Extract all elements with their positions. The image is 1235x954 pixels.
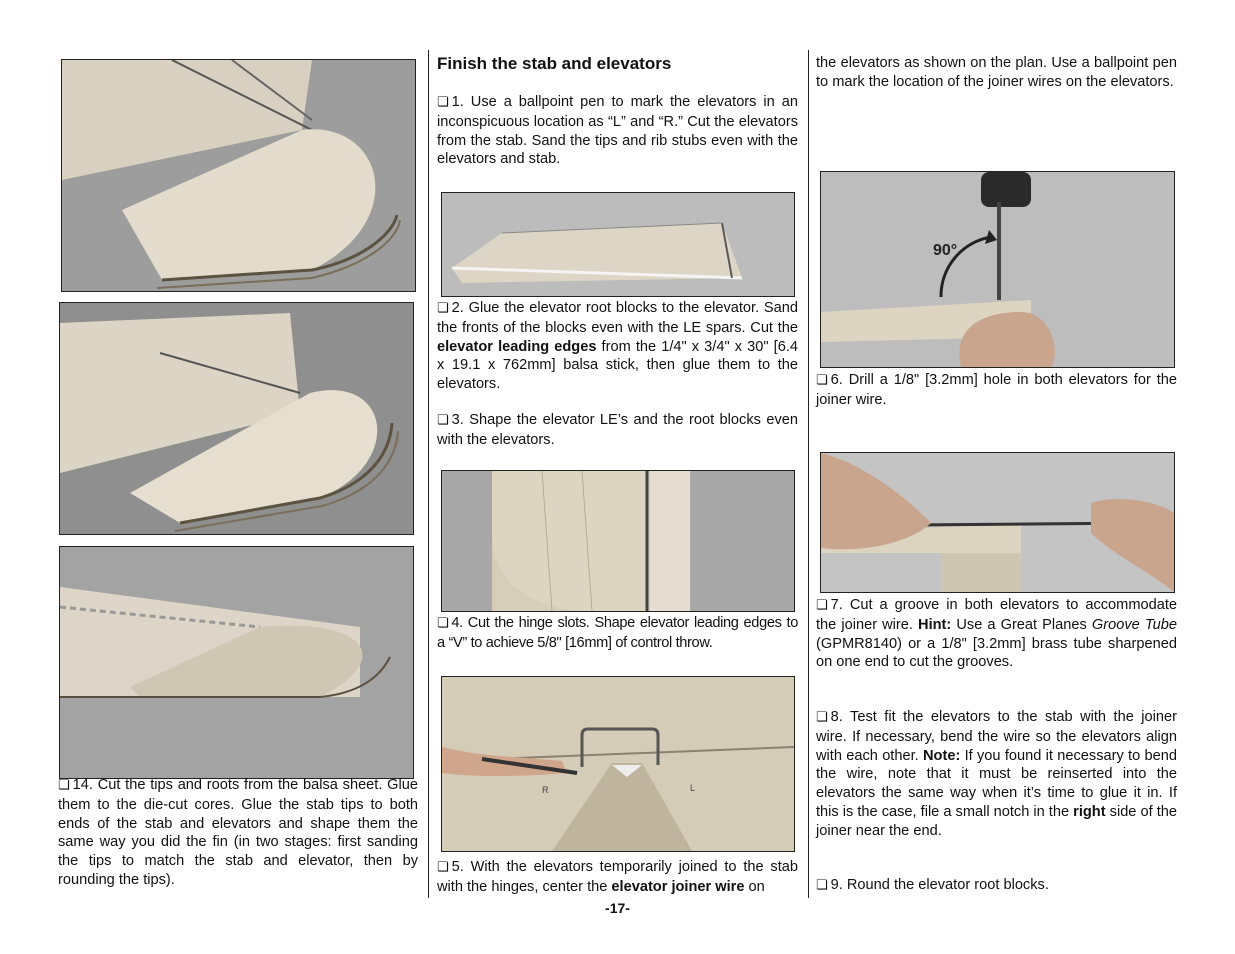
hinge-photo-label-l: L <box>690 783 696 793</box>
step-7-text: ❏ 7. Cut a groove in both elevators to accommodate the joiner wire. Hint: Use a Great Planes Groove Tube (GPMR8140) or a 1/8" [3.2mm] brass tube sharpened on one end to cut the grooves. <box>816 597 1177 671</box>
section-heading: Finish the stab and elevators <box>437 54 672 73</box>
photo-stab-tip-2 <box>59 302 414 535</box>
checkbox-icon[interactable]: ❏ <box>816 878 828 893</box>
photo-hinge-slots <box>441 470 795 612</box>
checkbox-icon[interactable]: ❏ <box>437 301 449 316</box>
photo-stab-tip-1 <box>61 59 416 292</box>
column-divider-left <box>428 50 429 898</box>
drill-angle-label: 90° <box>933 242 958 259</box>
checkbox-icon[interactable]: ❏ <box>816 598 828 613</box>
page-number: -17- <box>605 900 630 916</box>
checkbox-icon[interactable]: ❏ <box>437 860 449 875</box>
step-3-text: ❏ 3. Shape the elevator LE’s and the root blocks even with the elevators. <box>437 412 798 448</box>
checkbox-icon[interactable]: ❏ <box>437 616 449 631</box>
checkbox-icon[interactable]: ❏ <box>816 373 828 388</box>
checkbox-icon[interactable]: ❏ <box>437 95 449 110</box>
checkbox-icon[interactable]: ❏ <box>437 413 449 428</box>
step-5-text: ❏ 5. With the elevators temporarily joined to the stab with the hinges, center the elevator joiner wire on <box>437 859 798 895</box>
step-9-text: ❏ 9. Round the elevator root blocks. <box>816 877 1049 893</box>
step-5-continued-text: the elevators as shown on the plan. Use a ballpoint pen to mark the location of the joiner wires on the elevators. <box>816 55 1177 90</box>
hinge-photo-label-r: R <box>542 785 549 795</box>
checkbox-icon[interactable]: ❏ <box>58 778 70 793</box>
step-8-text: ❏ 8. Test fit the elevators to the stab with the joiner wire. If necessary, bend the wire so the elevators align with each other. Note: If you found it necessary to bend the wire, note that it must be reinserted into the elevators the same way when it’s time to glue it in. If this is the case, file a small notch in the right side of the joiner near the end. <box>816 709 1177 839</box>
step-6-text: ❏ 6. Drill a 1/8" [3.2mm] hole in both elevators for the joiner wire. <box>816 372 1177 408</box>
photo-elevator-side <box>441 192 795 297</box>
photo-groove-tube <box>820 452 1175 593</box>
step-2-text: ❏ 2. Glue the elevator root blocks to the elevator. Sand the fronts of the blocks even with the LE spars. Cut the elevator leading edges from the 1/4" x 3/4" x 30" [6.4 x 19.1 x 762mm] balsa stick, then glue them to the elevators. <box>437 300 798 393</box>
step-4-text: ❏ 4. Cut the hinge slots. Shape elevator leading edges to a “V” to achieve 5/8" [16mm] of control throw. <box>437 615 798 651</box>
column-divider-right <box>808 50 809 898</box>
step-1-text: ❏ 1. Use a ballpoint pen to mark the elevators in an inconspicuous location as “L” and “R.” Cut the elevators from the stab. Sand the tips and rib stubs even with the elevators and stab. <box>437 94 798 168</box>
checkbox-icon[interactable]: ❏ <box>816 710 828 725</box>
photo-stab-tip-3 <box>59 546 414 779</box>
photo-joiner-wire <box>441 676 795 852</box>
photo-drill <box>820 171 1175 368</box>
step-14-text: ❏ 14. Cut the tips and roots from the balsa sheet. Glue them to the die-cut cores. Glue the stab tips to both ends of the stab and elevators and shape them the same way you did the fin (in two stages: first sanding the tips to match the stab and elevator, then by rounding the tips). <box>58 777 418 888</box>
